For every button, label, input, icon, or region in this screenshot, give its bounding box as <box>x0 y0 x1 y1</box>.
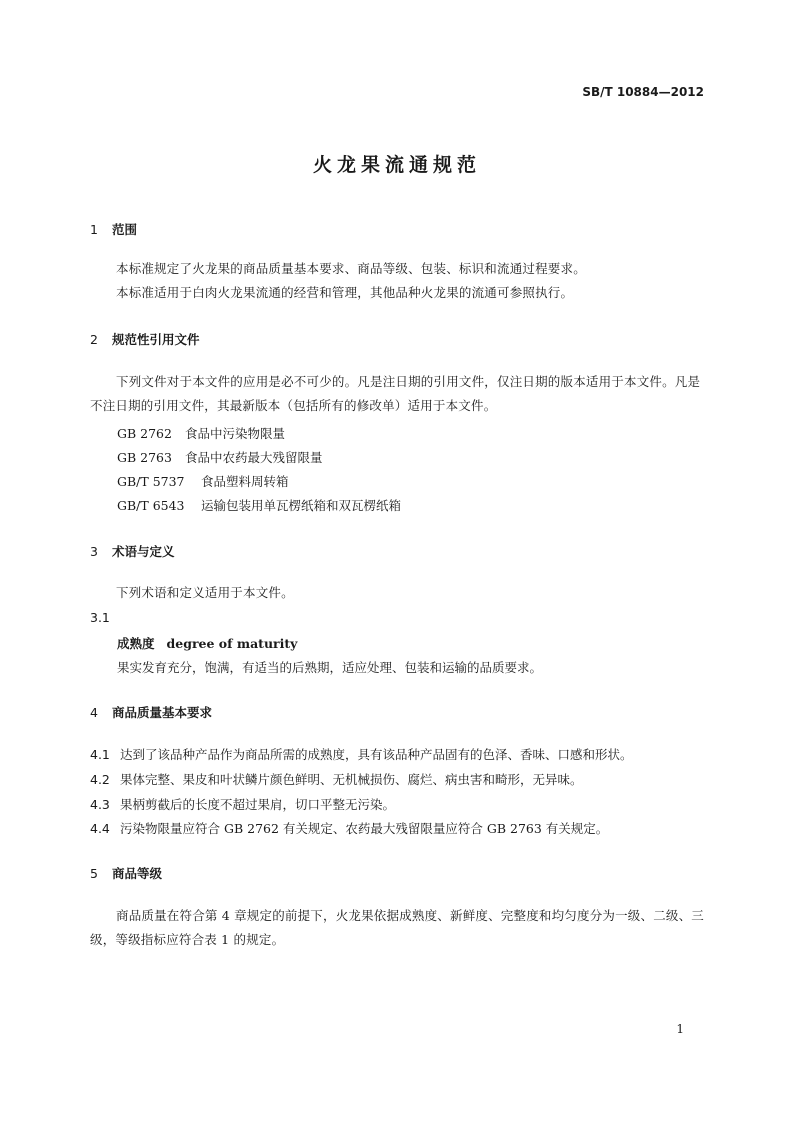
section-4-title: 商品质量基本要求 <box>112 705 213 720</box>
reference-item <box>117 424 285 442</box>
clause-number: 4.3 <box>90 797 110 812</box>
section-1-paragraph-2: 本标准适用于白肉火龙果流通的经营和管理，其他品种火龙果的流通可参照执行。 <box>116 285 574 300</box>
section-1-title: 范围 <box>112 222 138 237</box>
section-4-number: 4 <box>90 705 98 720</box>
reference-code: GB 2763 <box>117 450 172 465</box>
clause-item <box>90 745 633 763</box>
clause-item <box>90 819 608 837</box>
standard-number: SB/T 10884—2012 <box>582 85 704 99</box>
section-5-heading <box>90 864 162 882</box>
section-2-title: 规范性引用文件 <box>112 332 200 347</box>
reference-code: GB 2762 <box>117 426 172 441</box>
term-number: 3.1 <box>90 610 110 625</box>
reference-item <box>117 448 323 466</box>
section-1-paragraph-1: 本标准规定了火龙果的商品质量基本要求、商品等级、包装、标识和流通过程要求。 <box>116 261 586 276</box>
clause-number: 4.1 <box>90 747 110 762</box>
clause-number: 4.2 <box>90 772 110 787</box>
section-3-heading <box>90 542 175 560</box>
clause-number: 4.4 <box>90 821 110 836</box>
reference-name: 食品塑料周转箱 <box>201 474 289 489</box>
reference-code: GB/T 6543 <box>117 498 185 513</box>
section-3-intro: 下列术语和定义适用于本文件。 <box>116 585 294 600</box>
reference-code: GB/T 5737 <box>117 474 185 489</box>
clause-text: 果柄剪截后的长度不超过果肩，切口平整无污染。 <box>120 797 396 812</box>
section-3-number: 3 <box>90 544 98 559</box>
clause-text: 污染物限量应符合 GB 2762 有关规定、农药最大残留限量应符合 GB 2763 有关规定。 <box>120 821 609 836</box>
clause-item <box>90 795 395 813</box>
term-definition: 果实发育充分，饱满，有适当的后熟期，适应处理、包装和运输的品质要求。 <box>117 660 543 675</box>
document-title: 火龙果流通规范 <box>312 154 481 176</box>
section-5-number: 5 <box>90 866 98 881</box>
section-2-number: 2 <box>90 332 98 347</box>
reference-name: 食品中污染物限量 <box>185 426 286 441</box>
section-2-heading <box>90 330 200 348</box>
section-5-title: 商品等级 <box>112 866 163 881</box>
section-4-heading <box>90 703 212 721</box>
clause-text: 达到了该品种产品作为商品所需的成熟度，具有该品种产品固有的色泽、香味、口感和形状。 <box>120 747 633 762</box>
reference-name: 食品中农药最大残留限量 <box>185 450 323 465</box>
section-1-heading <box>90 220 137 238</box>
reference-item <box>117 496 401 514</box>
reference-item <box>117 472 289 490</box>
section-2-intro: 下列文件对于本文件的应用是必不可少的。凡是注日期的引用文件，仅注日期的版本适用于本文件。凡是不注日期的引用文件，其最新版本（包括所有的修改单）适用于本文件。 <box>90 374 701 413</box>
page-number: 1 <box>676 1022 684 1036</box>
clause-text: 果体完整、果皮和叶状鳞片颜色鲜明、无机械损伤、腐烂、病虫害和畸形，无异味。 <box>120 772 583 787</box>
term-entry <box>117 634 297 652</box>
section-5-paragraph: 商品质量在符合第 4 章规定的前提下，火龙果依据成熟度、新鲜度、完整度和均匀度分为一级、二级、三级，等级指标应符合表 1 的规定。 <box>90 908 705 947</box>
clause-item <box>90 770 583 788</box>
term-chinese: 成熟度 <box>117 636 155 651</box>
term-english: degree of maturity <box>166 636 298 651</box>
section-3-title: 术语与定义 <box>112 544 175 559</box>
section-1-number: 1 <box>90 222 98 237</box>
reference-name: 运输包装用单瓦楞纸箱和双瓦楞纸箱 <box>201 498 402 513</box>
